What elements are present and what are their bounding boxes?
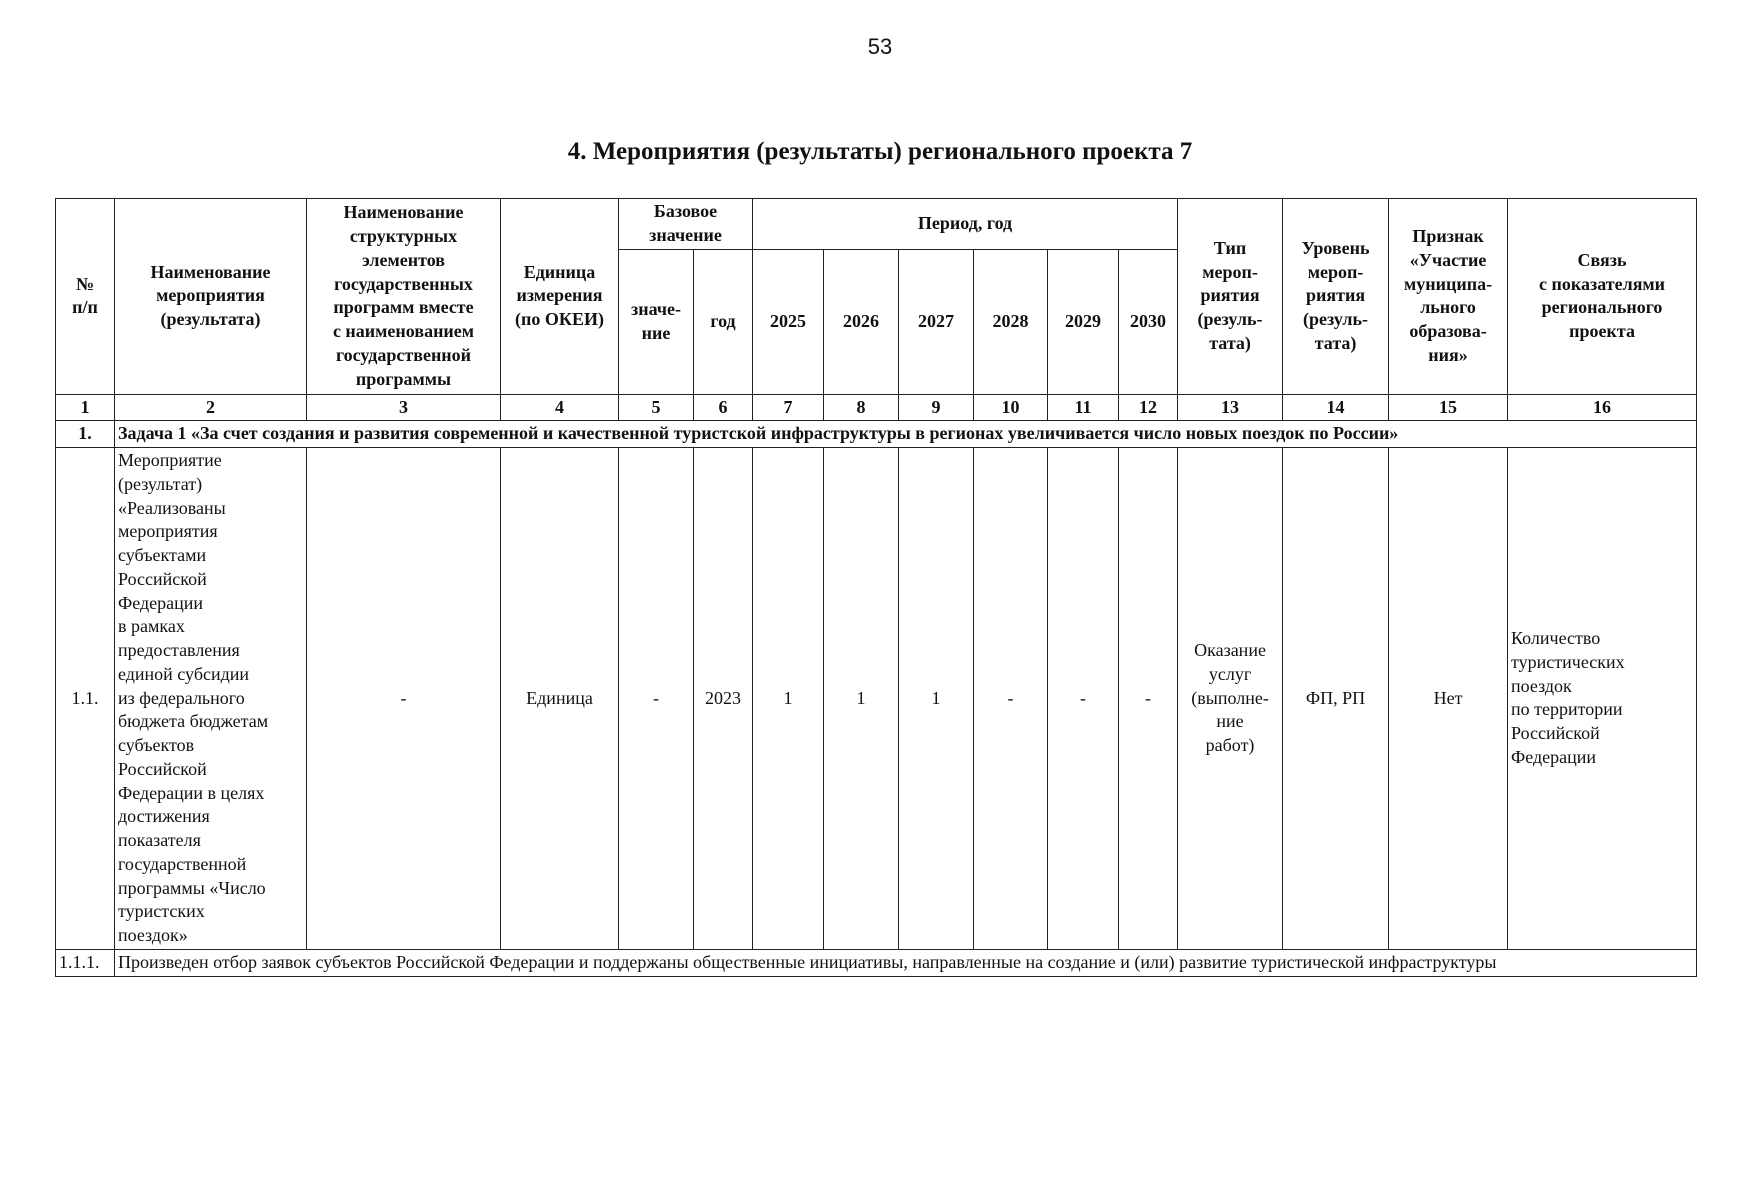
col-number: 14 [1283,394,1389,421]
page-title: 4. Мероприятия (результаты) регионального проекта 7 [567,138,1193,165]
table-row [56,949,1697,976]
header-year-2026: 2026 [824,249,899,394]
item-value-2025: 1 [753,448,824,950]
item-base-value: - [619,448,694,950]
item-value-2026: 1 [824,448,899,950]
events-table [55,198,1697,977]
item-link: Количество туристических поездок по территории Российской Федерации [1508,448,1697,950]
header-year-2027: 2027 [899,249,974,394]
item-structural: - [307,448,501,950]
header-link: Связь с показателями регионального проекта [1508,199,1697,395]
item-type: Оказание услуг (выполне- ние работ) [1178,448,1283,950]
header-year-2028: 2028 [974,249,1048,394]
item-municipal: Нет [1389,448,1508,950]
col-number: 12 [1119,394,1178,421]
header-unit: Единица измерения (по ОКЕИ) [501,199,619,395]
col-number: 6 [694,394,753,421]
column-number-row [56,394,1697,421]
col-number: 13 [1178,394,1283,421]
col-number: 9 [899,394,974,421]
col-number: 7 [753,394,824,421]
header-year-2025: 2025 [753,249,824,394]
task-number: 1. [56,421,115,448]
header-municipal: Признак «Участие муниципа- льного образова- ния» [1389,199,1508,395]
subitem-number: 1.1.1. [56,949,115,976]
header-name: Наименование мероприятия (результата) [115,199,307,395]
col-number: 3 [307,394,501,421]
table-row [56,448,1697,950]
header-period: Период, год [753,199,1178,250]
subitem-text: Произведен отбор заявок субъектов Российской Федерации и поддержаны общественные инициативы, направленные на создание и (или) развитие туристической инфраструктуры [115,949,1697,976]
header-year-2029: 2029 [1048,249,1119,394]
item-value-2028: - [974,448,1048,950]
col-number: 4 [501,394,619,421]
col-number: 8 [824,394,899,421]
task-row [56,421,1697,448]
col-number: 15 [1389,394,1508,421]
header-base-value: значе- ние [619,249,694,394]
col-number: 2 [115,394,307,421]
item-value-2027: 1 [899,448,974,950]
item-base-year: 2023 [694,448,753,950]
item-number: 1.1. [56,448,115,950]
header-year-2030: 2030 [1119,249,1178,394]
header-base: Базовое значение [619,199,753,250]
page-number: 53 [867,34,893,59]
col-number: 1 [56,394,115,421]
col-number: 16 [1508,394,1697,421]
item-level: ФП, РП [1283,448,1389,950]
header-structural: Наименование структурных элементов государственных программ вместе с наименованием государственной программы [307,199,501,395]
item-name: Мероприятие (результат) «Реализованы мероприятия субъектами Российской Федерации в рамках предоставления единой субсидии из федерального бюджета бюджетам субъектов Российской Федерации в целях достижения показателя государственной программы «Число туристских поездок» [115,448,307,950]
header-level: Уровень мероп- риятия (резуль- тата) [1283,199,1389,395]
header-type: Тип мероп- риятия (резуль- тата) [1178,199,1283,395]
header-base-year: год [694,249,753,394]
task-text: Задача 1 «За счет создания и развития современной и качественной туристской инфраструктуры в регионах увеличивается число новых поездок по России» [115,421,1697,448]
item-value-2030: - [1119,448,1178,950]
header-num: № п/п [56,199,115,395]
col-number: 5 [619,394,694,421]
col-number: 11 [1048,394,1119,421]
item-value-2029: - [1048,448,1119,950]
item-unit: Единица [501,448,619,950]
col-number: 10 [974,394,1048,421]
